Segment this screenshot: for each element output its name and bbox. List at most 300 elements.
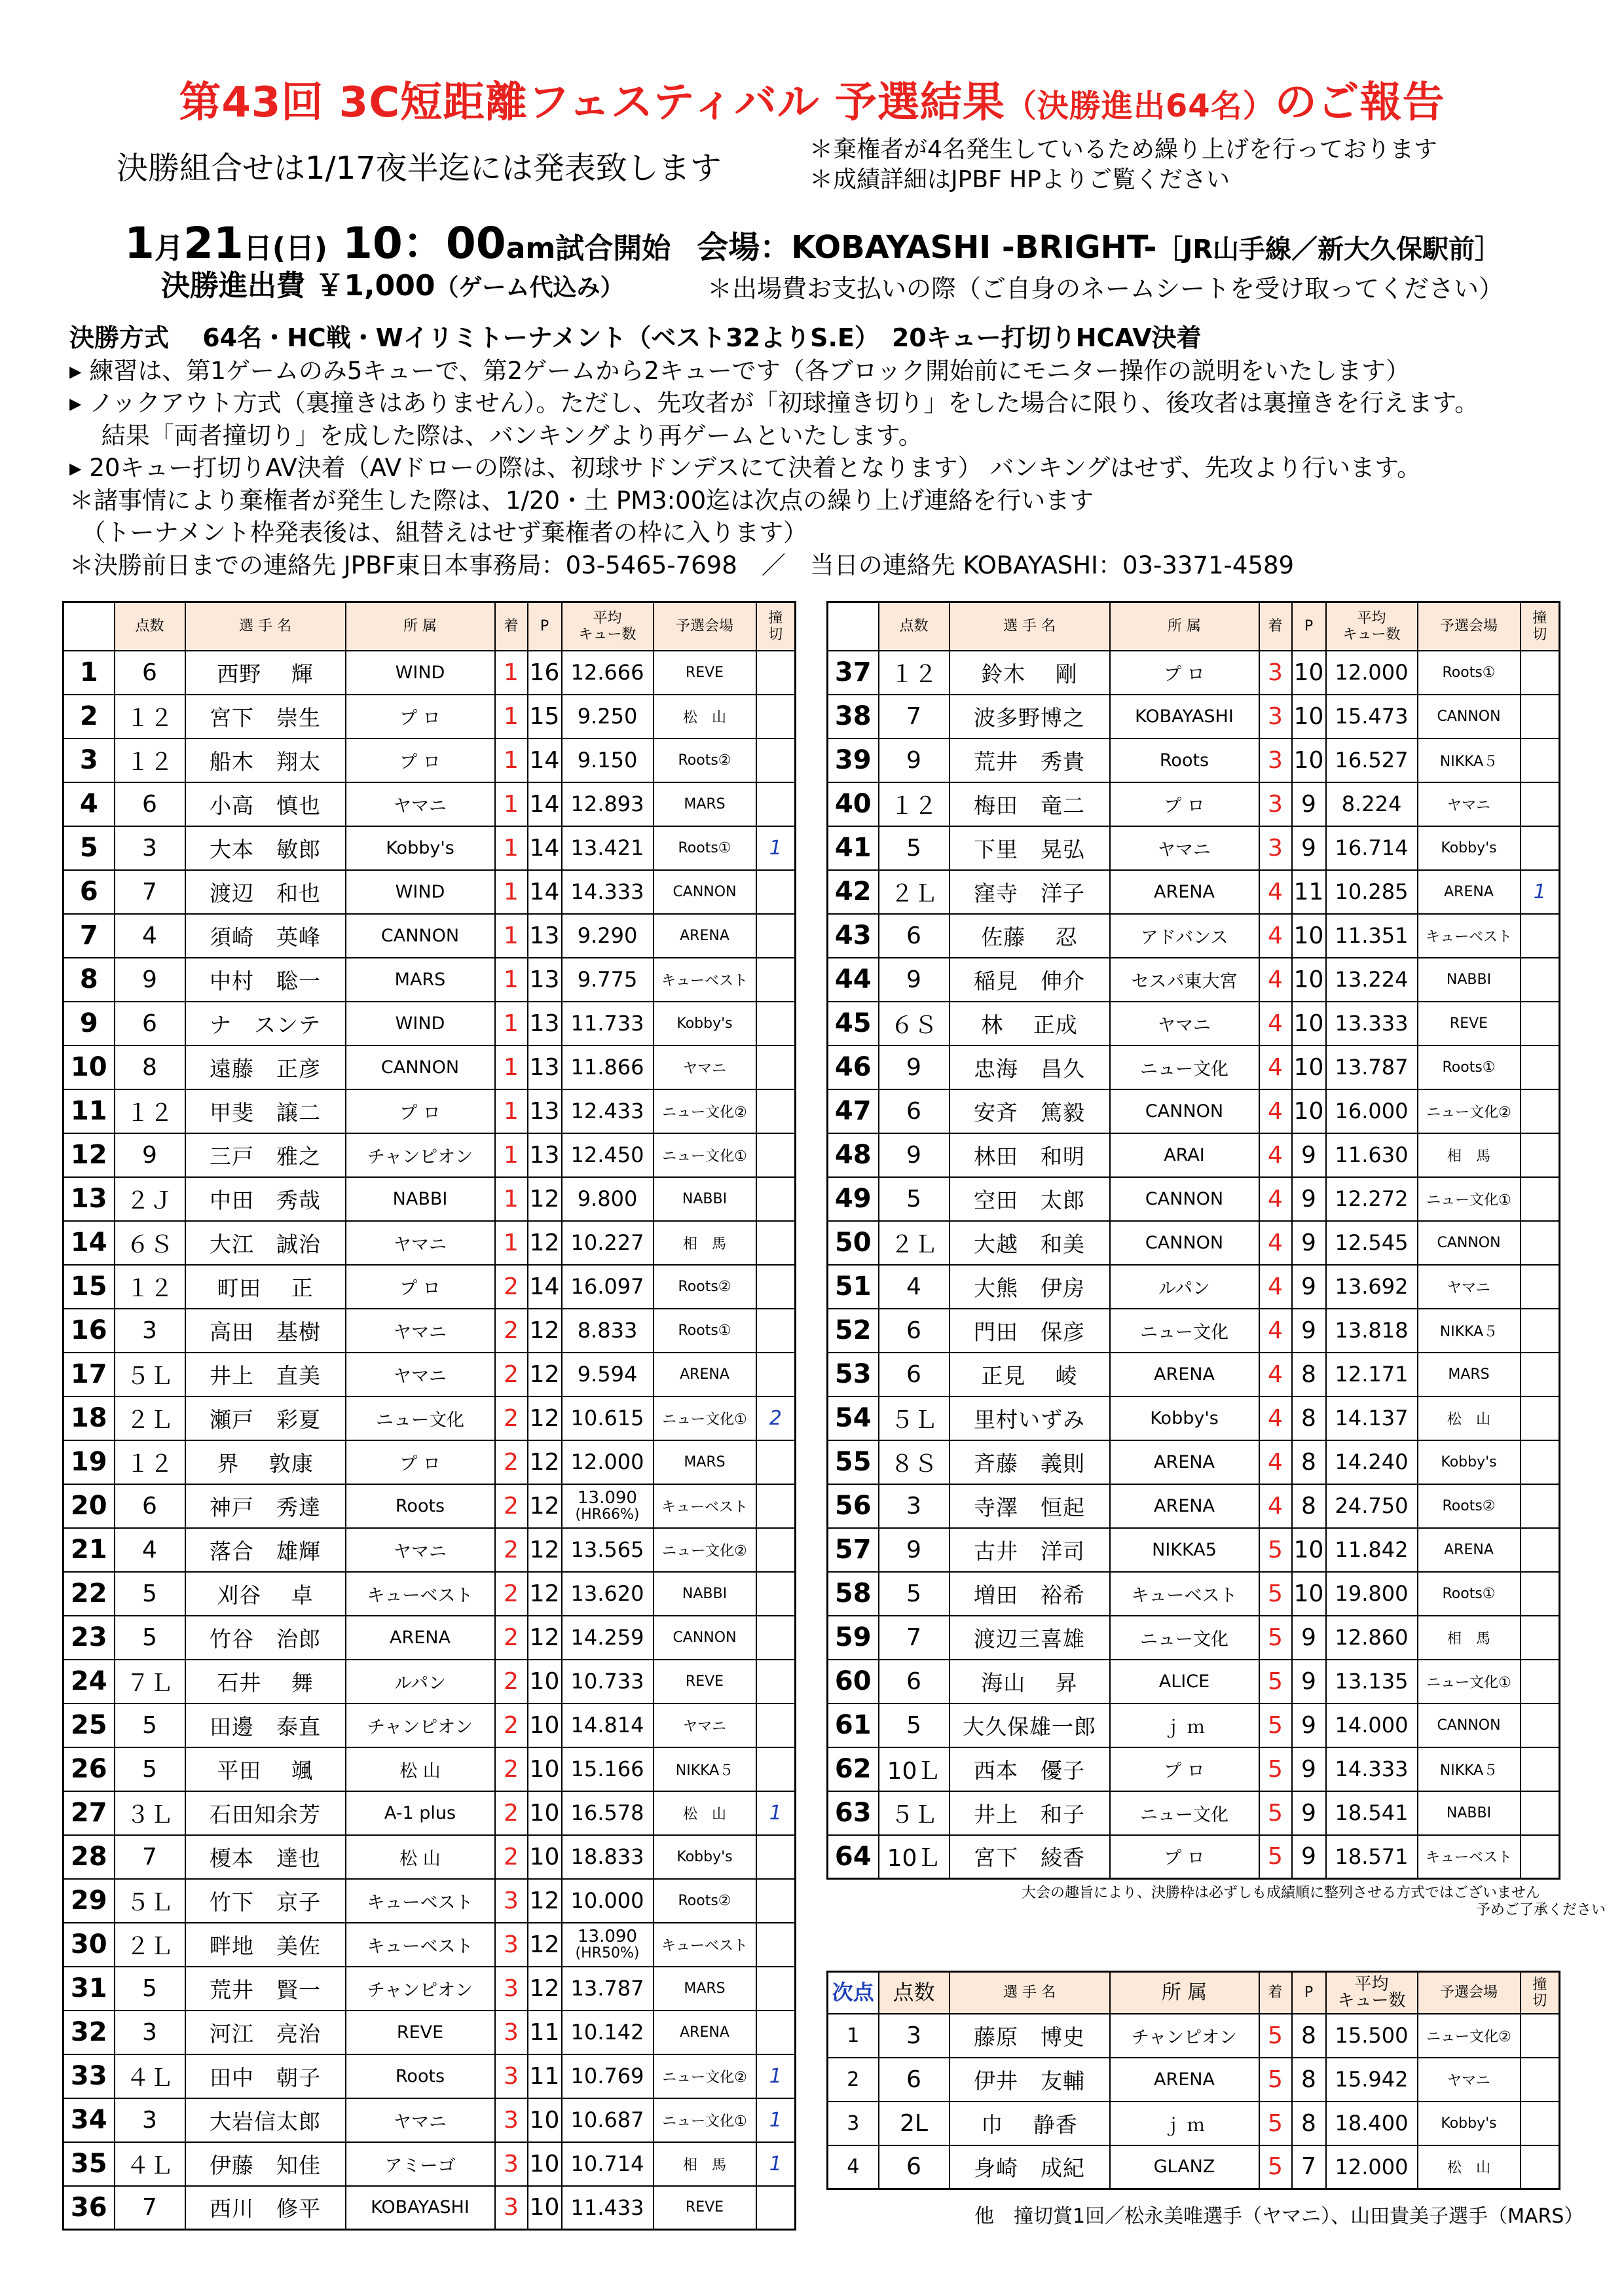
points-cell: ２Ｌ <box>115 1923 185 1967</box>
finish-cell: 1 <box>495 1221 528 1265</box>
affiliation-cell: プ ロ <box>346 1089 495 1133</box>
rank-cell: 58 <box>828 1572 879 1616</box>
venue-cell: Roots① <box>654 1309 756 1353</box>
break-cut-cell: 1 <box>1521 870 1560 914</box>
points-cell: 5 <box>115 1967 185 2011</box>
break-cut-cell: 1 <box>756 2142 796 2186</box>
rank-cell: 50 <box>828 1221 879 1265</box>
venue: 会場：KOBAYASHI -BRIGHT- <box>697 229 1157 266</box>
avg-cues-cell: 12.000 <box>1326 651 1418 695</box>
table-row <box>828 1704 1560 1747</box>
avg-cues-cell: 12.860 <box>1326 1616 1418 1660</box>
player-name-cell: 大熊 伊房 <box>950 1265 1110 1309</box>
venue-cell: キューベスト <box>654 1484 756 1528</box>
points-cell: １２ <box>879 651 950 695</box>
points-cell: 9 <box>879 738 950 782</box>
rank-cell: 27 <box>64 1791 115 1835</box>
points-cell: 4 <box>115 914 185 958</box>
finish-cell: 4 <box>1259 1265 1292 1309</box>
footer-note: 他 撞切賞1回／松永美唯選手（ヤマニ）、山田貴美子選手（MARS） <box>974 2205 1584 2228</box>
p-cell: 11 <box>528 2054 562 2098</box>
player-name-cell: 大久保雄一郎 <box>950 1704 1110 1747</box>
player-name-cell: 大江 誠治 <box>185 1221 346 1265</box>
table-row <box>828 1133 1560 1177</box>
player-name-cell: 渡辺三喜雄 <box>950 1616 1110 1660</box>
finish-cell: 2 <box>495 1396 528 1440</box>
affiliation-cell: アドバンス <box>1110 914 1259 958</box>
p-cell: 9 <box>1292 1660 1326 1704</box>
venue-cell: NIKKA５ <box>1418 1747 1521 1791</box>
venue-cell: Kobby's <box>654 1835 756 1879</box>
affiliation-cell: キューベスト <box>346 1923 495 1967</box>
affiliation-cell: ヤマニ <box>346 1528 495 1572</box>
rank-cell: 9 <box>64 1002 115 1046</box>
rank-cell: 55 <box>828 1440 879 1484</box>
affiliation-cell: 松 山 <box>346 1747 495 1791</box>
p-cell: 14 <box>528 826 562 870</box>
table-row <box>64 1879 796 1923</box>
rank-cell: 46 <box>828 1046 879 1089</box>
finish-cell: 5 <box>1259 1572 1292 1616</box>
avg-cues-cell: 18.571 <box>1326 1835 1418 1879</box>
rank-cell: 22 <box>64 1572 115 1616</box>
p-cell: 9 <box>1292 1747 1326 1791</box>
break-cut-cell <box>1521 1396 1560 1440</box>
break-cut-cell <box>1521 826 1560 870</box>
finish-cell: 1 <box>495 1046 528 1089</box>
table-row <box>64 1002 796 1046</box>
venue-cell: REVE <box>1418 1002 1521 1046</box>
break-cut-cell <box>1521 1616 1560 1660</box>
points-cell: 3 <box>115 2098 185 2142</box>
p-cell: 12 <box>528 1879 562 1923</box>
player-name-cell: 河江 亮治 <box>185 2011 346 2054</box>
affiliation-cell: プ ロ <box>1110 651 1259 695</box>
p-cell: 8 <box>1292 1396 1326 1440</box>
affiliation-cell: ヤマニ <box>1110 826 1259 870</box>
break-cut-cell <box>756 1616 796 1660</box>
finish-cell: 1 <box>495 914 528 958</box>
player-name-cell: 中田 秀哉 <box>185 1177 346 1221</box>
p-cell: 12 <box>528 1440 562 1484</box>
table-row <box>828 1528 1560 1572</box>
p-cell: 13 <box>528 914 562 958</box>
finish-cell: 5 <box>1259 1616 1292 1660</box>
rank-cell: 4 <box>64 782 115 826</box>
rank-cell: 20 <box>64 1484 115 1528</box>
venue-cell: Roots② <box>1418 1484 1521 1528</box>
break-cut-cell <box>1521 738 1560 782</box>
rank-cell: 39 <box>828 738 879 782</box>
break-cut-cell <box>1521 1177 1560 1221</box>
avg-cues-cell: 11.433 <box>562 2186 654 2230</box>
results-table-right <box>826 601 1560 1880</box>
rank-cell: 40 <box>828 782 879 826</box>
venue-cell: MARS <box>654 1967 756 2011</box>
points-cell: 6 <box>879 2145 950 2189</box>
break-cut-cell <box>1521 2014 1560 2058</box>
break-cut-cell <box>756 870 796 914</box>
table-row <box>64 2098 796 2142</box>
points-cell: 6 <box>879 1660 950 1704</box>
p-cell: 13 <box>528 1133 562 1177</box>
venue-cell: CANNON <box>1418 1221 1521 1265</box>
p-cell: 10 <box>528 1704 562 1747</box>
table-row <box>64 1835 796 1879</box>
break-cut-cell <box>756 914 796 958</box>
venue-cell: キューベスト <box>1418 1835 1521 1879</box>
table-row <box>828 870 1560 914</box>
rank-cell: 41 <box>828 826 879 870</box>
avg-cues-cell: 13.620 <box>562 1572 654 1616</box>
finish-cell: 4 <box>1259 1484 1292 1528</box>
player-name-cell: 正見 崚 <box>950 1353 1110 1396</box>
points-cell: ２Ｌ <box>879 870 950 914</box>
affiliation-cell: ｊ ｍ <box>1110 2102 1259 2145</box>
break-cut-cell <box>1521 2145 1560 2189</box>
venue-cell: MARS <box>654 1440 756 1484</box>
venue-cell: Roots① <box>654 826 756 870</box>
p-cell: 10 <box>1292 651 1326 695</box>
avg-cues-cell: 14.240 <box>1326 1440 1418 1484</box>
affiliation-cell: ニュー文化 <box>1110 1309 1259 1353</box>
finish-cell: 4 <box>1259 1221 1292 1265</box>
avg-cues-cell: 18.541 <box>1326 1791 1418 1835</box>
table-row <box>828 1089 1560 1133</box>
table-row <box>828 1791 1560 1835</box>
rank-cell: 51 <box>828 1265 879 1309</box>
player-name-cell: 宮下 綾香 <box>950 1835 1110 1879</box>
player-name-cell: 石田知余芳 <box>185 1791 346 1835</box>
break-cut-cell <box>756 738 796 782</box>
venue-cell: Kobby's <box>1418 1440 1521 1484</box>
break-cut-cell <box>1521 782 1560 826</box>
finish-cell: 4 <box>1259 958 1292 1002</box>
avg-header: 平均 キュー数 <box>562 602 654 651</box>
venue-cell: ニュー文化① <box>1418 1660 1521 1704</box>
affiliation-cell: キューベスト <box>346 1572 495 1616</box>
avg-cues-cell: 13.090 (HR66%) <box>562 1484 654 1528</box>
player-name-cell: 寺澤 恒起 <box>950 1484 1110 1528</box>
break-cut-cell <box>1521 1528 1560 1572</box>
break-cut-cell <box>1521 1791 1560 1835</box>
player-name-cell: 身崎 成紀 <box>950 2145 1110 2189</box>
finish-cell: 3 <box>495 1967 528 2011</box>
venue-cell: Roots① <box>1418 651 1521 695</box>
alternates-table <box>826 1971 1560 2190</box>
player-name-cell: 荒井 秀貴 <box>950 738 1110 782</box>
rank-cell: 60 <box>828 1660 879 1704</box>
venue-cell: REVE <box>654 2186 756 2230</box>
avg-cues-cell: 19.800 <box>1326 1572 1418 1616</box>
avg-cues-cell: 16.714 <box>1326 826 1418 870</box>
rank-cell: 19 <box>64 1440 115 1484</box>
venue-cell: REVE <box>654 651 756 695</box>
avg-cues-cell: 8.833 <box>562 1309 654 1353</box>
avg-cues-cell: 13.224 <box>1326 958 1418 1002</box>
points-cell: １２ <box>879 782 950 826</box>
table-row <box>64 1484 796 1528</box>
p-cell: 12 <box>528 1967 562 2011</box>
player-name-cell: 竹下 京子 <box>185 1879 346 1923</box>
p-cell: 8 <box>1292 2058 1326 2102</box>
points-cell: ６Ｓ <box>879 1002 950 1046</box>
affiliation-cell: キューベスト <box>346 1879 495 1923</box>
finish-cell: 2 <box>495 1353 528 1396</box>
avg-cues-cell: 13.421 <box>562 826 654 870</box>
avg-cues-cell: 11.733 <box>562 1002 654 1046</box>
avg-cues-cell: 12.000 <box>1326 2145 1418 2189</box>
break-cut-cell <box>756 1265 796 1309</box>
points-cell: 5 <box>115 1616 185 1660</box>
affiliation-cell: チャンピオン <box>346 1704 495 1747</box>
break-cut-cell <box>756 1484 796 1528</box>
note-forfeit: ＊棄権者が4名発生しているため繰り上げを行っております <box>809 136 1437 163</box>
venue-header: 予選会場 <box>654 602 756 651</box>
points-cell: 6 <box>879 914 950 958</box>
rank-cell: 52 <box>828 1309 879 1353</box>
venue-cell: 相 馬 <box>654 1221 756 1265</box>
p-cell: 9 <box>1292 1704 1326 1747</box>
finish-cell: 3 <box>495 2142 528 2186</box>
rank-cell: 35 <box>64 2142 115 2186</box>
venue-cell: 松 山 <box>654 695 756 738</box>
break-cut-cell: 2 <box>756 1396 796 1440</box>
p-cell: 7 <box>1292 2145 1326 2189</box>
break-cut-cell <box>1521 1309 1560 1353</box>
points-cell: 5 <box>115 1704 185 1747</box>
rank-cell: 4 <box>828 2145 879 2189</box>
finish-cell: 1 <box>495 826 528 870</box>
p-cell: 14 <box>528 870 562 914</box>
player-name-cell: 中村 聡一 <box>185 958 346 1002</box>
note-details: ＊成績詳細はJPBF HPよりご覧ください <box>809 166 1230 193</box>
finish-cell: 4 <box>1259 1089 1292 1133</box>
player-name-cell: 海山 昇 <box>950 1660 1110 1704</box>
break-cut-cell <box>1521 1221 1560 1265</box>
avg-cues-cell: 13.818 <box>1326 1309 1418 1353</box>
points-cell: ３Ｌ <box>115 1791 185 1835</box>
player-name-cell: 瀬戸 彩夏 <box>185 1396 346 1440</box>
finish-cell: 3 <box>1259 695 1292 738</box>
p-cell: 12 <box>528 1177 562 1221</box>
break-cut-cell <box>1521 1704 1560 1747</box>
player-name-cell: 忠海 昌久 <box>950 1046 1110 1089</box>
affiliation-cell: NABBI <box>346 1177 495 1221</box>
affiliation-cell: KOBAYASHI <box>1110 695 1259 738</box>
break-cut-cell <box>756 1440 796 1484</box>
avg-cues-cell: 10.285 <box>1326 870 1418 914</box>
table-row <box>828 1221 1560 1265</box>
rule-line: （トーナメント枠発表後は、組替えはせず棄権者の枠に入ります） <box>69 519 808 547</box>
p-cell: 15 <box>528 695 562 738</box>
avg-cues-cell: 11.866 <box>562 1046 654 1089</box>
player-name-cell: 平田 颯 <box>185 1747 346 1791</box>
points-cell: １２ <box>115 1265 185 1309</box>
ff-header: 撞 切 <box>756 602 796 651</box>
table-row <box>828 1747 1560 1791</box>
rank-cell: 45 <box>828 1002 879 1046</box>
table-row <box>828 782 1560 826</box>
player-name-cell: 渡辺 和也 <box>185 870 346 914</box>
finish-cell: 5 <box>1259 2014 1292 2058</box>
p-cell: 12 <box>528 1396 562 1440</box>
venue-cell: ニュー文化① <box>654 1396 756 1440</box>
avg-cues-cell: 16.000 <box>1326 1089 1418 1133</box>
avg-cues-cell: 11.351 <box>1326 914 1418 958</box>
affiliation-cell: ARENA <box>346 1616 495 1660</box>
affiliation-cell: CANNON <box>1110 1089 1259 1133</box>
points-header: 点数 <box>879 1972 950 2014</box>
rank-cell: 21 <box>64 1528 115 1572</box>
break-cut-cell <box>1521 1133 1560 1177</box>
p-cell: 9 <box>1292 1835 1326 1879</box>
final-fee: 決勝進出費 ￥1,000（ゲーム代込み） <box>161 269 624 302</box>
finish-cell: 5 <box>1259 1704 1292 1747</box>
table-row <box>828 1835 1560 1879</box>
player-name-cell: 大岩信太郎 <box>185 2098 346 2142</box>
points-cell: 3 <box>115 1309 185 1353</box>
rank-cell: 49 <box>828 1177 879 1221</box>
player-name-cell: 竹谷 治郎 <box>185 1616 346 1660</box>
player-header: 選 手 名 <box>185 602 346 651</box>
break-cut-cell <box>1521 695 1560 738</box>
p-cell: 10 <box>1292 1046 1326 1089</box>
table-row <box>64 826 796 870</box>
finish-header: 着 <box>1259 1972 1292 2014</box>
avg-cues-cell: 18.833 <box>562 1835 654 1879</box>
venue-cell: ヤマニ <box>1418 2058 1521 2102</box>
table-row <box>64 1528 796 1572</box>
table-row <box>64 651 796 695</box>
rank-cell: 11 <box>64 1089 115 1133</box>
venue-cell: 相 馬 <box>654 2142 756 2186</box>
player-name-cell: 甲斐 譲二 <box>185 1089 346 1133</box>
player-name-cell: 高田 基樹 <box>185 1309 346 1353</box>
points-cell: 7 <box>115 870 185 914</box>
points-cell: 3 <box>115 2011 185 2054</box>
affiliation-cell: ニュー文化 <box>1110 1791 1259 1835</box>
venue-cell: キューベスト <box>1418 914 1521 958</box>
points-cell: 10Ｌ <box>879 1835 950 1879</box>
table-row <box>828 1440 1560 1484</box>
venue-cell: NABBI <box>654 1177 756 1221</box>
points-cell: ５Ｌ <box>879 1396 950 1440</box>
rank-cell: 10 <box>64 1046 115 1089</box>
p-cell: 9 <box>1292 1133 1326 1177</box>
table-row <box>828 2058 1560 2102</box>
p-cell: 12 <box>528 1528 562 1572</box>
break-cut-cell <box>756 1046 796 1089</box>
avg-cues-cell: 13.692 <box>1326 1265 1418 1309</box>
rule-line: ▸ 20キュー打切りAV決着（AVドローの際は、初球サドンデスにて決着となります） バンキングはせず、先攻より行います。 <box>69 454 1422 482</box>
p-cell: 8 <box>1292 2014 1326 2058</box>
player-name-cell: 須崎 英峰 <box>185 914 346 958</box>
ff-header: 撞 切 <box>1521 602 1560 651</box>
break-cut-cell <box>1521 1353 1560 1396</box>
finish-cell: 2 <box>495 1572 528 1616</box>
rank-cell: 34 <box>64 2098 115 2142</box>
player-name-cell: 西川 修平 <box>185 2186 346 2230</box>
affiliation-cell: ARENA <box>1110 1353 1259 1396</box>
break-cut-cell <box>756 1353 796 1396</box>
points-cell: ４Ｌ <box>115 2054 185 2098</box>
break-cut-cell <box>1521 1572 1560 1616</box>
affiliation-cell: WIND <box>346 870 495 914</box>
break-cut-cell <box>1521 1484 1560 1528</box>
points-cell: ４Ｌ <box>115 2142 185 2186</box>
p-cell: 9 <box>1292 1309 1326 1353</box>
finish-cell: 1 <box>495 1002 528 1046</box>
avg-cues-cell: 10.769 <box>562 2054 654 2098</box>
alternates-heading: 次点 <box>828 1972 879 2014</box>
p-cell: 8 <box>1292 1440 1326 1484</box>
ff-header: 撞 切 <box>1521 1972 1560 2014</box>
p-cell: 10 <box>1292 695 1326 738</box>
p-cell: 12 <box>528 1616 562 1660</box>
p-cell: 9 <box>1292 782 1326 826</box>
player-name-cell: 町田 正 <box>185 1265 346 1309</box>
player-header: 選 手 名 <box>950 1972 1110 2014</box>
table-row <box>828 826 1560 870</box>
player-name-cell: 佐藤 忍 <box>950 914 1110 958</box>
table-row <box>64 1923 796 1967</box>
rank-cell: 36 <box>64 2186 115 2230</box>
rank-cell: 32 <box>64 2011 115 2054</box>
player-name-cell: 神戸 秀達 <box>185 1484 346 1528</box>
avg-cues-cell: 12.666 <box>562 651 654 695</box>
finish-cell: 4 <box>1259 1133 1292 1177</box>
affiliation-cell: ヤマニ <box>1110 1002 1259 1046</box>
affiliation-cell: ARENA <box>1110 1440 1259 1484</box>
p-cell: 10 <box>1292 1002 1326 1046</box>
finish-cell: 2 <box>495 1309 528 1353</box>
player-name-cell: 下里 晃弘 <box>950 826 1110 870</box>
venue-cell: Roots② <box>654 1265 756 1309</box>
affiliation-header: 所 属 <box>1110 602 1259 651</box>
affiliation-cell: アミーゴ <box>346 2142 495 2186</box>
rank-cell: 38 <box>828 695 879 738</box>
break-cut-cell <box>756 1177 796 1221</box>
avg-cues-cell: 15.942 <box>1326 2058 1418 2102</box>
finish-cell: 3 <box>1259 738 1292 782</box>
table-row <box>828 2145 1560 2189</box>
date-venue-line: 1月21日(日) 10：00am試合開始 会場：KOBAYASHI -BRIGHT-［JR山手線／新大久保駅前］ <box>124 218 1502 268</box>
points-cell: 2L <box>879 2102 950 2145</box>
avg-cues-cell: 9.775 <box>562 958 654 1002</box>
rank-cell: 3 <box>828 2102 879 2145</box>
rank-cell: 15 <box>64 1265 115 1309</box>
rank-cell: 53 <box>828 1353 879 1396</box>
table-row <box>64 1572 796 1616</box>
venue-cell: Roots② <box>654 738 756 782</box>
break-cut-cell <box>1521 1440 1560 1484</box>
rank-header <box>828 602 879 651</box>
p-cell: 11 <box>528 2011 562 2054</box>
rank-cell: 16 <box>64 1309 115 1353</box>
affiliation-cell: プ ロ <box>1110 1747 1259 1791</box>
p-cell: 10 <box>528 1660 562 1704</box>
points-cell: 5 <box>879 1177 950 1221</box>
table-row <box>828 1002 1560 1046</box>
announce-text: 決勝組合せは1/17夜半迄には発表致します <box>117 150 722 187</box>
affiliation-cell: チャンピオン <box>346 1133 495 1177</box>
finish-cell: 2 <box>495 1660 528 1704</box>
table-row <box>64 1133 796 1177</box>
break-cut-cell <box>756 1572 796 1616</box>
venue-cell: ニュー文化① <box>654 1133 756 1177</box>
finish-cell: 1 <box>495 651 528 695</box>
